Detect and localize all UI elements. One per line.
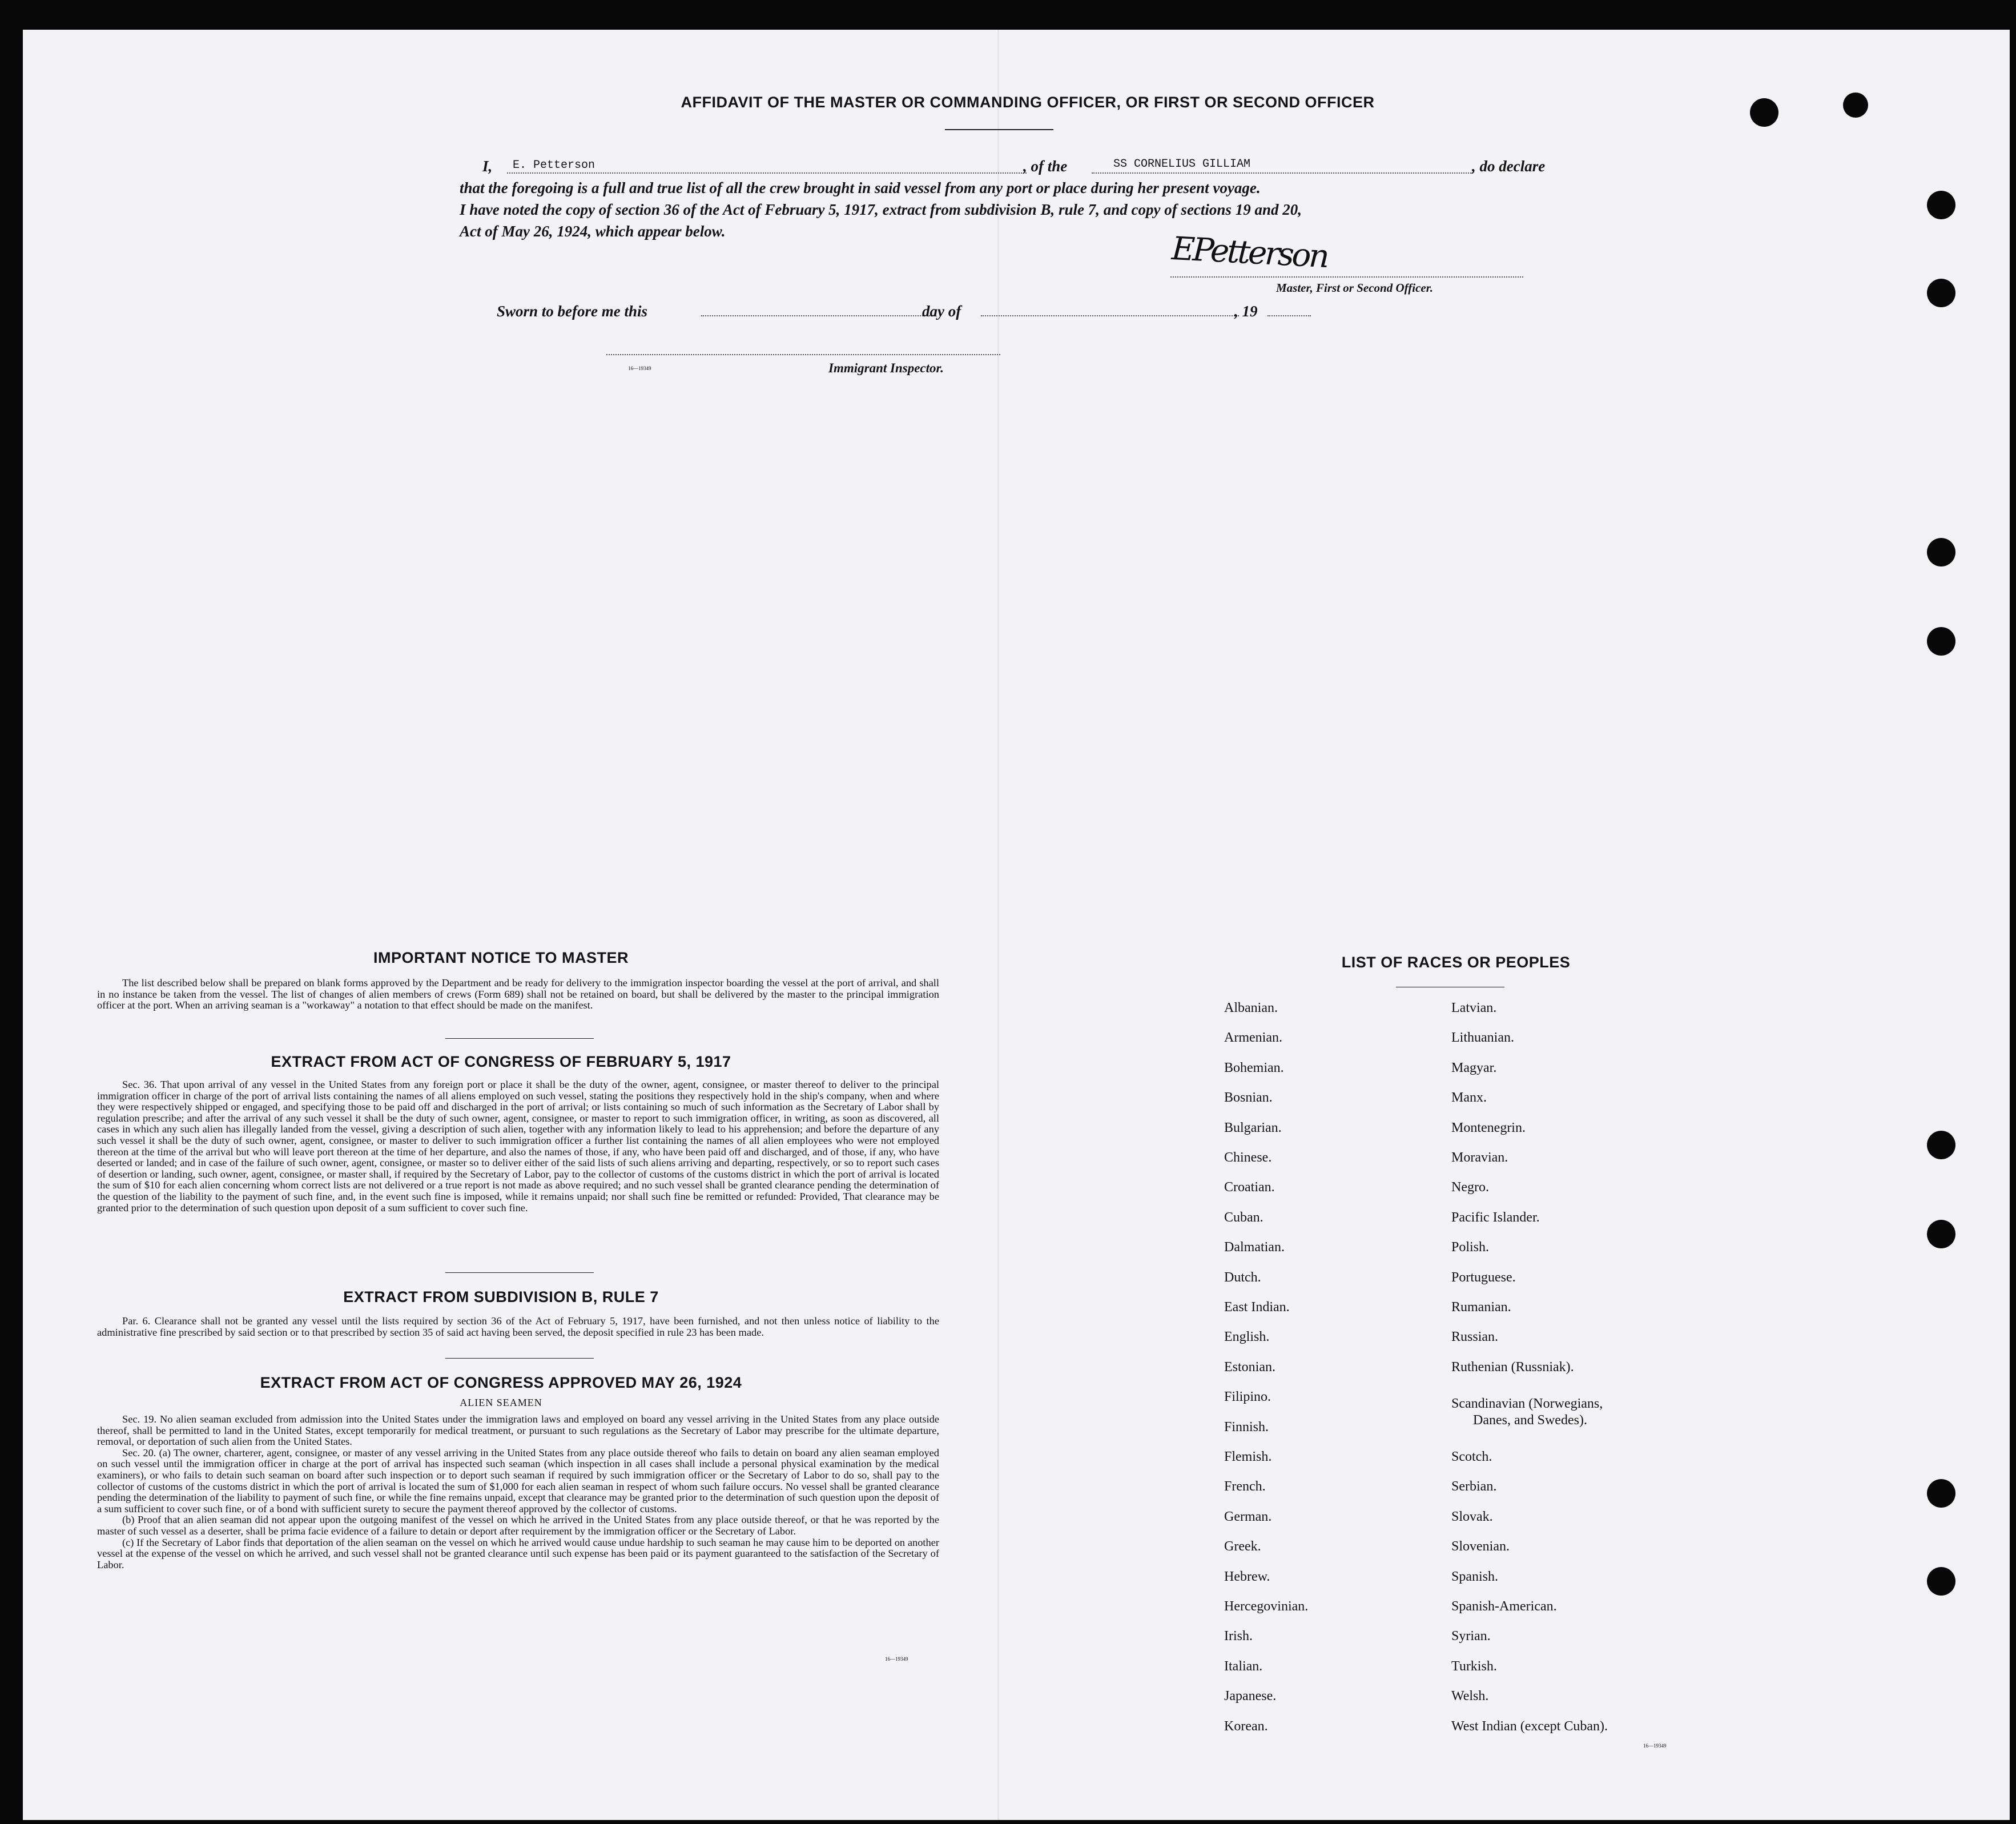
race-item: Welsh. [1451,1689,1489,1704]
race-item: German. [1224,1509,1272,1524]
extract-1917-title: EXTRACT FROM ACT OF CONGRESS OF FEBRUARY 5, 1917 [271,1053,731,1070]
race-item: Flemish. [1224,1449,1272,1464]
sec-19: Sec. 19. No alien seaman excluded from admission into the United States under the immigration laws and employed on board any vessel arriving in the United States from any place outside thereof, shall be permitted to land in the United States, except temporarily for medical treatment, or pursuant to such regulations as the Secretary of Labor may prescribe for the ultimate departure, removal, or deportation of such alien from the United States. [97,1413,939,1448]
race-item: Ruthenian (Russniak). [1451,1359,1574,1375]
race-item: Cuban. [1224,1210,1263,1225]
punch-hole [1927,538,1955,567]
race-item: Finnish. [1224,1419,1269,1435]
extract-1924-title: EXTRACT FROM ACT OF CONGRESS APPROVED MAY 26, 1924 [260,1374,742,1391]
race-item: Montenegrin. [1451,1120,1526,1135]
race-item: Greek. [1224,1539,1261,1554]
race-item: Croatian. [1224,1180,1275,1195]
extract-form-number: 16—19349 [885,1656,908,1662]
race-item: Syrian. [1451,1629,1491,1644]
race-item: Dutch. [1224,1269,1261,1285]
race-item: Manx. [1451,1090,1487,1106]
race-item: Rumanian. [1451,1300,1511,1315]
punch-hole [1927,1131,1955,1159]
race-item-continued: Danes, and Swedes). [1473,1413,1587,1428]
race-item: West Indian (except Cuban). [1451,1718,1608,1734]
signature-caption: Master, First or Second Officer. [1276,281,1433,295]
punch-hole [1927,1479,1955,1508]
race-item: Hebrew. [1224,1569,1270,1584]
race-item: Moravian. [1451,1150,1508,1165]
races-form-number: 16—19349 [1643,1743,1667,1749]
punch-hole [1750,98,1778,127]
affidavit-form-number: 16—19349 [628,365,651,371]
race-item: Portuguese. [1451,1269,1516,1285]
race-item: Hercegovinian. [1224,1599,1309,1614]
race-item: Serbian. [1451,1479,1497,1494]
race-item: French. [1224,1479,1266,1494]
punch-hole [1927,279,1955,307]
sec-20a: Sec. 20. (a) The owner, charterer, agent, consignee, or master of any vessel arriving in the United States from any place outside thereof who fails to detain on board any alien seaman employed on such vessel until the immigration officer in charge at the port of arrival has inspected such seaman (which inspection in all cases shall include a personal physical examination by the medical examiners), or who fails to detain such seaman on board after such inspection or to deport such seaman if required by such immigration officer or the Secretary of Labor to do so, shall pay to the collector of customs of the customs district in which the port of arrival is located the sum of $1,000 for each alien seaman in respect of whom such failure occurs. No vessel shall be granted clearance pending the determination of the liability to payment of such fine, or while the fine remains unpaid, except that clearance may be granted prior to the determination of such question upon the deposit of a sum sufficient to cover such fine, or of a bond with sufficient surety to secure the payment thereof approved by the collector of customs. [97,1447,939,1514]
race-item: Negro. [1451,1180,1489,1195]
race-item: Dalmatian. [1224,1240,1285,1255]
officer-name: E. Petterson [513,159,595,172]
extract-1924-subtitle: ALIEN SEAMEN [460,1397,542,1408]
race-item: Russian. [1451,1329,1499,1345]
race-item: Armenian. [1224,1030,1282,1046]
race-item: East Indian. [1224,1300,1290,1315]
affidavit-do-declare: , do declare [1472,158,1546,175]
punch-hole [1927,627,1955,656]
document-page [23,30,2010,1820]
notice-divider [445,1038,594,1039]
race-item: Bulgarian. [1224,1120,1282,1135]
affidavit-i: I, [482,158,493,175]
notice-title: IMPORTANT NOTICE TO MASTER [373,949,629,966]
race-item: Scotch. [1451,1449,1492,1464]
race-item: Turkish. [1451,1658,1497,1674]
sworn-month-line [981,306,1239,316]
affidavit-title: AFFIDAVIT OF THE MASTER OR COMMANDING OFFICER, OR FIRST OR SECOND OFFICER [681,94,1375,111]
race-item: Scandinavian (Norwegians, [1451,1396,1603,1411]
affidavit-line-4: Act of May 26, 1924, which appear below. [460,223,726,240]
sworn-day-line [701,306,934,316]
vessel-name: SS CORNELIUS GILLIAM [1113,158,1251,171]
inspector-caption: Immigrant Inspector. [828,361,944,375]
race-item: Albanian. [1224,1001,1278,1015]
race-item: Slovak. [1451,1509,1493,1524]
race-item: Lithuanian. [1451,1030,1514,1046]
year-prefix: , 19 [1234,303,1258,320]
extract-rule7-title: EXTRACT FROM SUBDIVISION B, RULE 7 [343,1288,659,1305]
punch-hole [1843,93,1868,118]
race-item: Korean. [1224,1718,1268,1734]
race-item: Magyar. [1451,1060,1497,1075]
extract-rule7-divider [445,1358,594,1359]
race-item: Japanese. [1224,1689,1277,1704]
affidavit-of-the: , of the [1023,158,1068,175]
extract-1917-text: Sec. 36. That upon arrival of any vessel in the United States from any foreign port or place it shall be the duty of the owner, agent, consignee, or master thereof to deliver to the principal immigration officer in charge of the port of arrival lists containing the names of all aliens employed on such vessel, stating the positions they respectively hold in the ship's company, when and where they were respectively shipped or engaged, and specifying those to be paid off and discharged in the port of arrival; or lists containing so much of such information as the Secretary of Labor shall by regulation prescribe; and after the arrival of any such vessel it shall be the duty of such owner, agent, consignee, or master to report to such immigration officer, in writing, as soon as discovered, all cases in which any such alien has illegally landed from the vessel, giving a description of such alien, together with any information likely to lead to his apprehension; and before the departure of any such vessel it shall be the duty of such owner, agent, consignee, or master to deliver to such immigration officer a further list containing the names of all alien employees who were not employed thereon at the time of the arrival but who will leave port thereon at the time of her departure, and also the names of those, if any, who have been paid off and discharged, and of those, if any, who have deserted or landed; and in case of the failure of such owner, agent, consignee, or master so to deliver either of the said lists of such aliens arriving and departing, respectively, or so to report such cases of desertion or landing, such owner, agent, consignee, or master shall, if required by the Secretary of Labor, pay to the collector of customs of the customs district in which the port of arrival is located the sum of $10 for each alien concerning whom correct lists are not delivered or a true report is not made as above required; and no such vessel shall be granted clearance pending the determination of the question of the liability to the payment of such fine, and, in the event such fine is imposed, while it remains unpaid; nor shall such fine be remitted or refunded: Provided, That clearance may be granted prior to the determination of such question upon deposit of a sum sufficient to cover such fine. [97,1079,939,1214]
race-item: Latvian. [1451,1001,1497,1015]
race-item: Spanish. [1451,1569,1499,1584]
race-item: Slovenian. [1451,1539,1510,1554]
affidavit-line-3: I have noted the copy of section 36 of the Act of February 5, 1917, extract from subdivision B, rule 7, and copy of sections 19 and 20, [460,201,1302,218]
page-fold [997,30,999,1820]
race-item: English. [1224,1329,1270,1345]
day-of-label: day of [922,303,961,320]
punch-hole [1927,1220,1955,1248]
sec-20c: (c) If the Secretary of Labor finds that deportation of the alien seaman on the vessel on which he arrived would cause undue hardship to such seaman he may cause him to be deported on another vessel at the expense of the vessel on which he arrived, and such vessel shall not be granted clearance until such expense has been paid or its payment guaranteed to the satisfaction of the Secretary of Labor. [97,1536,939,1570]
race-item: Bosnian. [1224,1090,1273,1106]
notice-text: The list described below shall be prepared on blank forms approved by the Department and be ready for delivery to the immigration inspector boarding the vessel at the port of arrival, and shall in no instance be taken from the vessel. The list of changes of alien members of crews (Form 689) shall not be retained on board, but shall be delivered by the master to the principal immigration officer at the port. When an arriving seaman is a "workaway" a notation to that effect should be made on the manifest. [97,977,939,1011]
race-item: Bohemian. [1224,1060,1284,1075]
inspector-line [606,353,1000,355]
title-underline [945,129,1053,130]
punch-hole [1927,1567,1955,1596]
extract-1924-text [97,1414,939,1570]
race-item: Chinese. [1224,1150,1272,1165]
year-line [1267,306,1311,316]
race-item: Filipino. [1224,1389,1271,1405]
races-title: LIST OF RACES OR PEOPLES [1341,954,1571,971]
officer-signature: EPetterson [1170,230,1329,276]
race-item: Pacific Islander. [1451,1210,1540,1225]
race-item: Polish. [1451,1240,1490,1255]
race-item: Italian. [1224,1658,1263,1674]
signature-line [1170,275,1523,278]
sworn-label: Sworn to before me this [497,303,648,320]
extract-rule7-text: Par. 6. Clearance shall not be granted any vessel until the lists required by section 36 of the Act of February 5, 1917, have been furnished, and not then unless notice of liability to the administrative fine prescribed by said section or to that prescribed by section 35 of said act having been served, the deposit specified in rule 23 has been made. [97,1315,939,1338]
sec-20b: (b) Proof that an alien seaman did not appear upon the outgoing manifest of the vessel on which he arrived in the United States from any place outside thereof, or that he was reported by the master of such vessel as a deserter, shall be prima facie evidence of a failure to detain or deport after requirement by the immigration officer or the Secretary of Labor. [97,1514,939,1537]
punch-hole [1927,191,1955,219]
race-item: Irish. [1224,1629,1253,1644]
race-item: Estonian. [1224,1359,1275,1375]
extract-1917-divider [445,1272,594,1273]
affidavit-line-2: that the foregoing is a full and true list of all the crew brought in said vessel from any port or place during her present voyage. [460,179,1261,196]
race-item: Spanish-American. [1451,1599,1557,1614]
